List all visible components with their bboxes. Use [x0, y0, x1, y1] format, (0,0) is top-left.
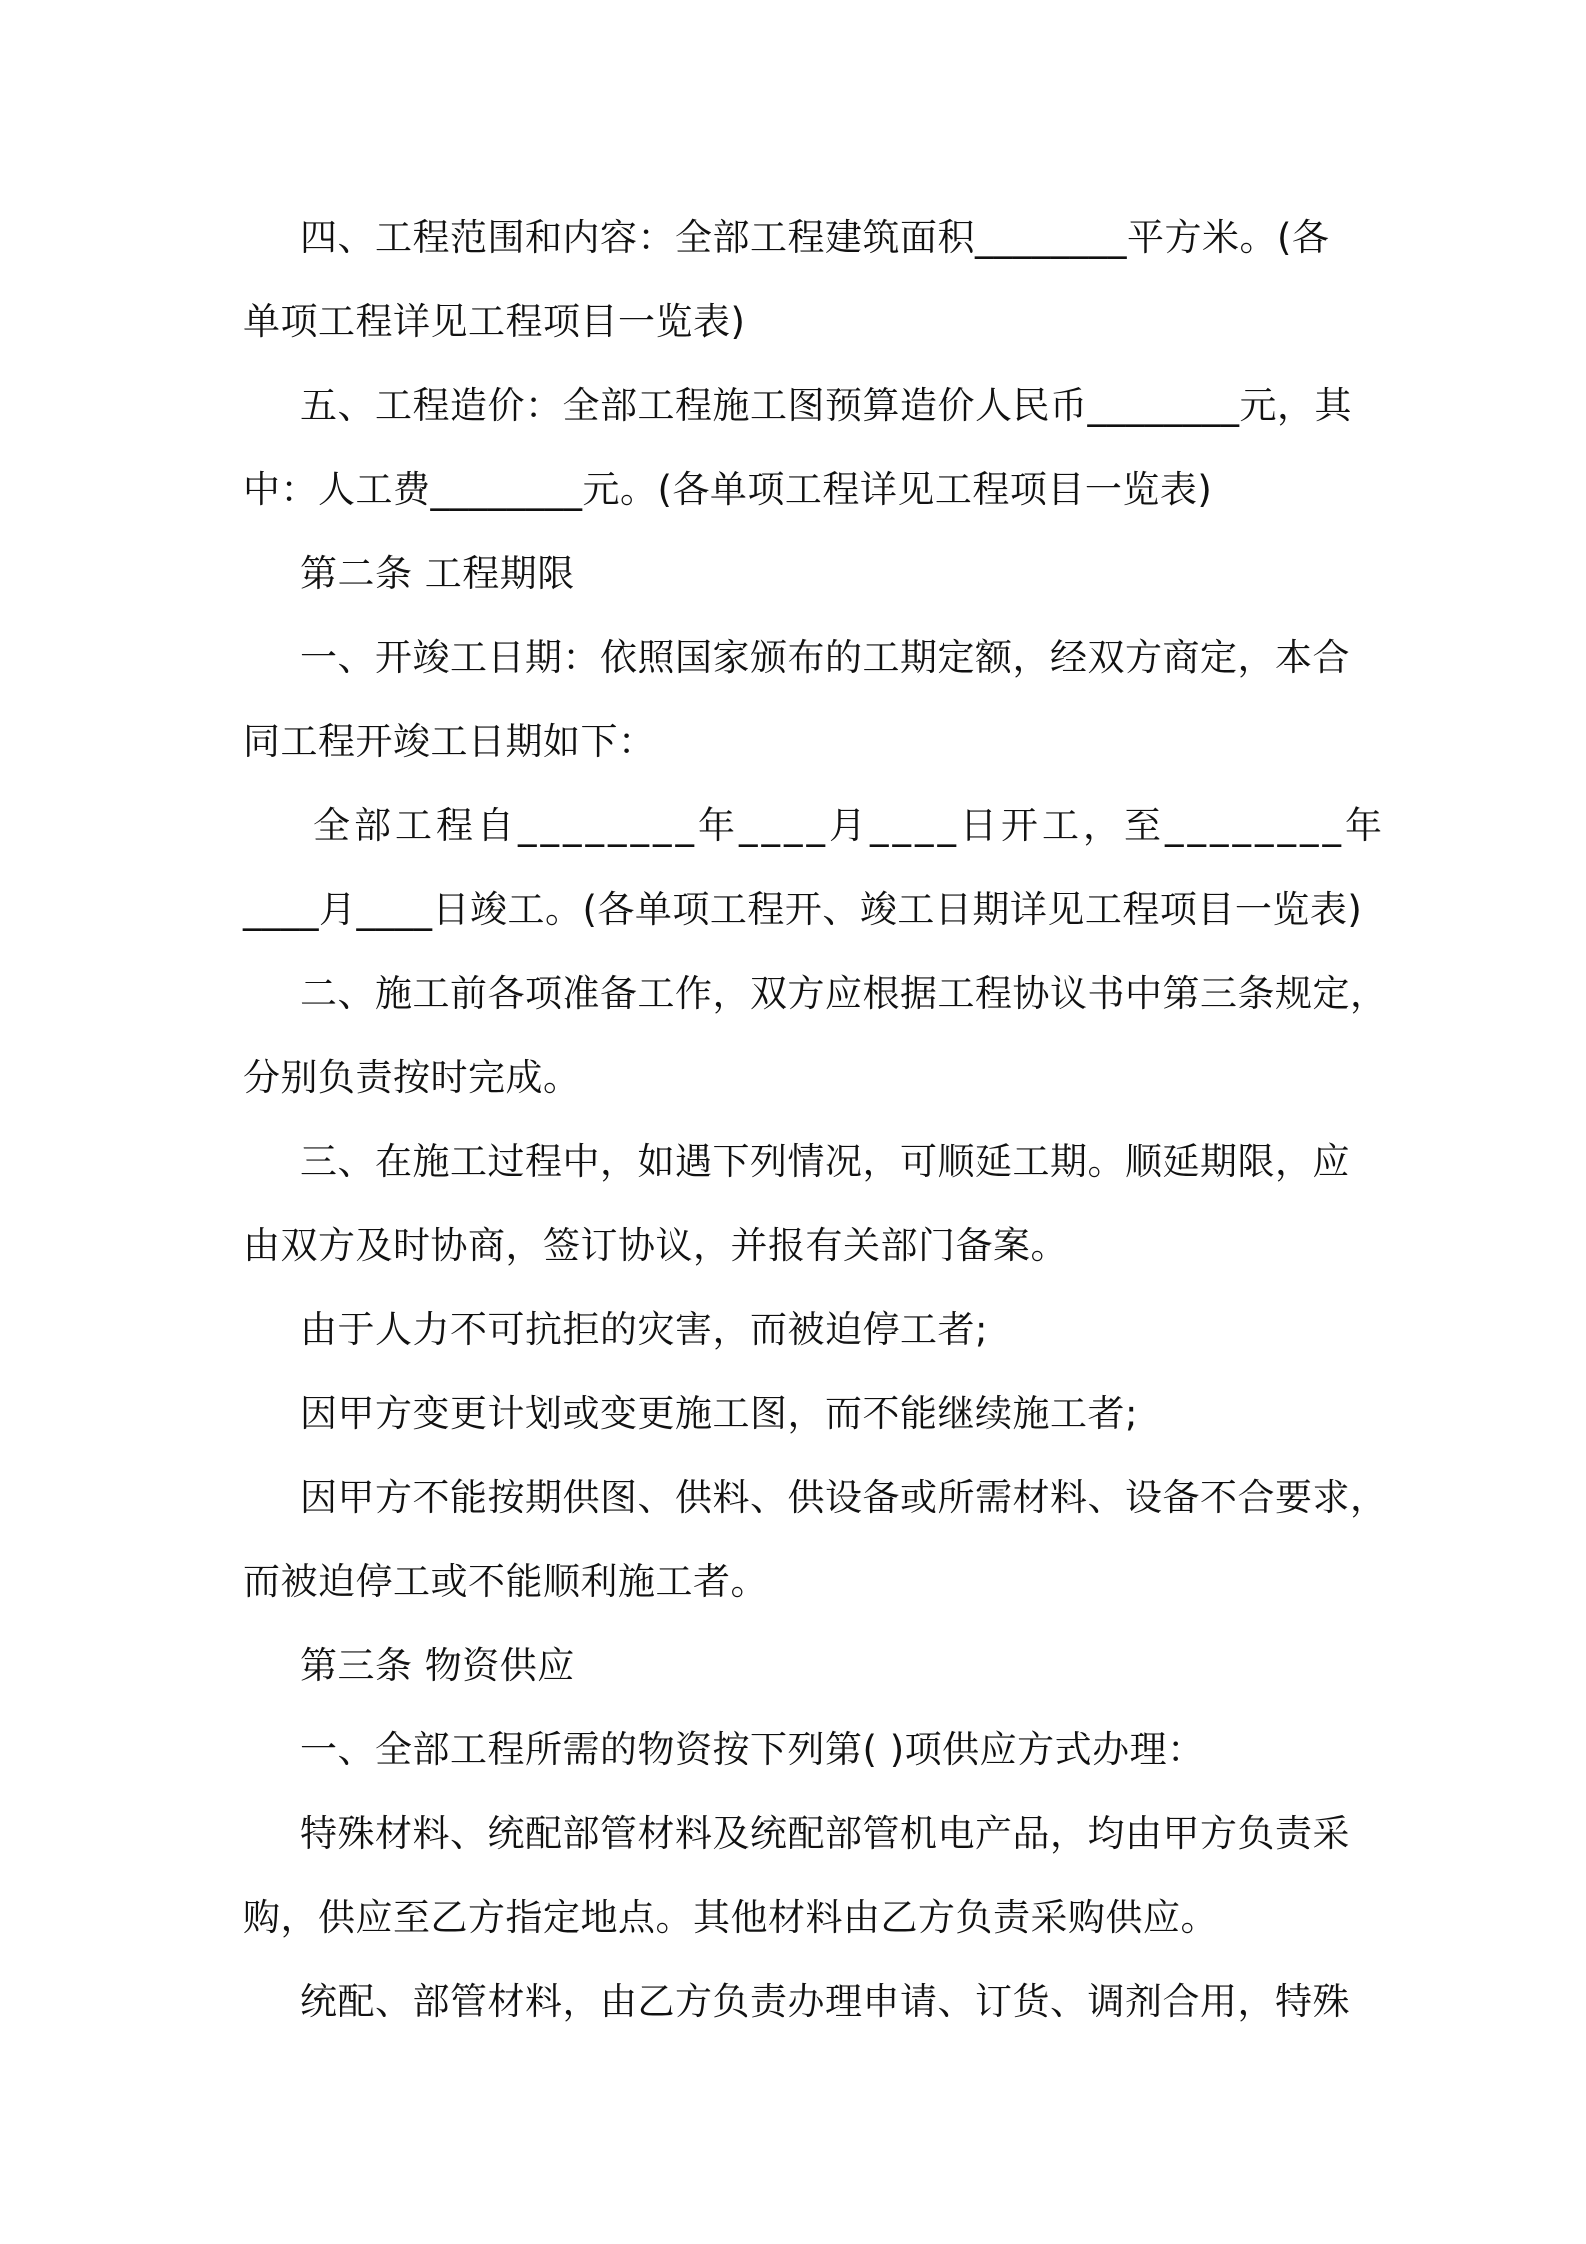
paragraph-line: 三、在施工过程中，如遇下列情况，可顺延工期。顺延期限，应	[300, 1140, 1350, 1183]
paragraph-line: 同工程开竣工日期如下：	[243, 720, 656, 763]
paragraph-line: 四、工程范围和内容：全部工程建筑面积________平方米。(各	[300, 216, 1330, 259]
paragraph-line: 统配、部管材料，由乙方负责办理申请、订货、调剂合用，特殊	[300, 1980, 1350, 2023]
paragraph-line: 中：人工费________元。(各单项工程详见工程项目一览表)	[243, 468, 1213, 511]
paragraph-line: 由双方及时协商，签订协议，并报有关部门备案。	[243, 1224, 1068, 1267]
paragraph-line: 购，供应至乙方指定地点。其他材料由乙方负责采购供应。	[243, 1896, 1218, 1939]
paragraph-line: 全部工程自________年____月____日开工，至________年	[313, 804, 1386, 847]
paragraph-line: 单项工程详见工程项目一览表)	[243, 300, 746, 343]
paragraph-line: ____月____日竣工。(各单项工程开、竣工日期详见工程项目一览表)	[243, 888, 1363, 931]
paragraph-line: 五、工程造价：全部工程施工图预算造价人民币________元，其	[300, 384, 1352, 427]
list-item: 因甲方变更计划或变更施工图，而不能继续施工者;	[300, 1392, 1138, 1435]
document-page	[243, 196, 1388, 2044]
paragraph-line: 特殊材料、统配部管材料及统配部管机电产品，均由甲方负责采	[300, 1812, 1350, 1855]
paragraph-line: 一、全部工程所需的物资按下列第( )项供应方式办理：	[300, 1728, 1205, 1771]
list-item: 由于人力不可抗拒的灾害，而被迫停工者;	[300, 1308, 988, 1351]
list-item: 因甲方不能按期供图、供料、供设备或所需材料、设备不合要求，	[300, 1476, 1388, 1519]
paragraph-line: 分别负责按时完成。	[243, 1056, 581, 1099]
section-heading: 第三条 物资供应	[300, 1644, 575, 1687]
paragraph-line: 二、施工前各项准备工作，双方应根据工程协议书中第三条规定，	[300, 972, 1388, 1015]
list-item: 而被迫停工或不能顺利施工者。	[243, 1560, 768, 1603]
paragraph-line: 一、开竣工日期：依照国家颁布的工期定额，经双方商定，本合	[300, 636, 1350, 679]
section-heading: 第二条 工程期限	[300, 552, 575, 595]
